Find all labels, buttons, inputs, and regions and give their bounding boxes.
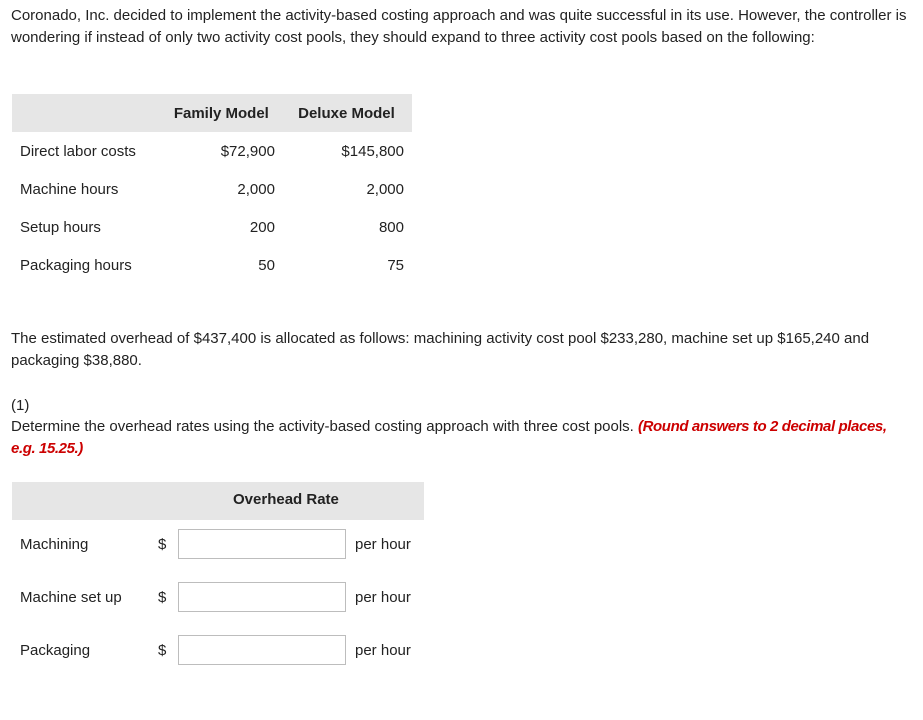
row-label: Machine hours <box>20 180 119 198</box>
row-label: Setup hours <box>20 218 101 236</box>
overhead-allocation-paragraph: The estimated overhead of $437,400 is allocated as follows: machining activity cost pool $233,280, machine set up $165,240 and packaging $38,880. <box>11 330 870 369</box>
rate-row-label: Packaging <box>20 642 91 659</box>
table-row <box>12 132 412 170</box>
unit-label: per hour <box>355 642 411 659</box>
rate-row-label: Machine set up <box>20 589 122 606</box>
deluxe-value: 2,000 <box>366 180 404 198</box>
table-row <box>12 246 412 284</box>
row-label: Direct labor costs <box>20 142 136 160</box>
packaging-rate-input[interactable] <box>178 635 346 665</box>
dollar-sign: $ <box>158 642 167 659</box>
header-blank <box>12 94 162 132</box>
intro-paragraph: Coronado, Inc. decided to implement the activity-based costing approach and was quite successful in its use. However, the controller is wondering if instead of only two activity cost pools, they should expand to three activity cost pools based on the following: <box>11 7 907 46</box>
table-row <box>12 208 412 246</box>
part-number: (1) <box>11 397 30 414</box>
rate-row-machining <box>12 529 424 563</box>
question-body: Determine the overhead rates using the activity-based costing approach with three cost pools. <box>11 418 639 435</box>
row-label: Packaging hours <box>20 256 132 274</box>
family-value: 50 <box>258 256 275 274</box>
overhead-rate-header <box>12 482 424 520</box>
header-family-model: Family Model <box>162 94 281 132</box>
machining-rate-input[interactable] <box>178 529 346 559</box>
family-value: 2,000 <box>237 180 275 198</box>
deluxe-value: 800 <box>378 218 404 236</box>
rate-row-machine-set-up <box>12 582 424 616</box>
deluxe-value: $145,800 <box>341 142 404 160</box>
machine-set-up-rate-input[interactable] <box>178 582 346 612</box>
deluxe-value: 75 <box>387 256 404 274</box>
question-text <box>11 416 911 460</box>
family-value: $72,900 <box>220 142 275 160</box>
unit-label: per hour <box>355 536 411 553</box>
cost-data-table <box>12 94 412 284</box>
unit-label: per hour <box>355 589 411 606</box>
overhead-rate-header-label: Overhead Rate <box>233 491 339 508</box>
dollar-sign: $ <box>158 536 167 553</box>
rate-row-packaging <box>12 635 424 669</box>
table-row <box>12 170 412 208</box>
rounding-instruction: (Round answers to 2 decimal places, e.g. 15.25.) <box>11 418 887 457</box>
family-value: 200 <box>249 218 275 236</box>
header-deluxe-model: Deluxe Model <box>281 94 412 132</box>
table-header-row <box>12 94 412 132</box>
rate-row-label: Machining <box>20 536 89 553</box>
dollar-sign: $ <box>158 589 167 606</box>
